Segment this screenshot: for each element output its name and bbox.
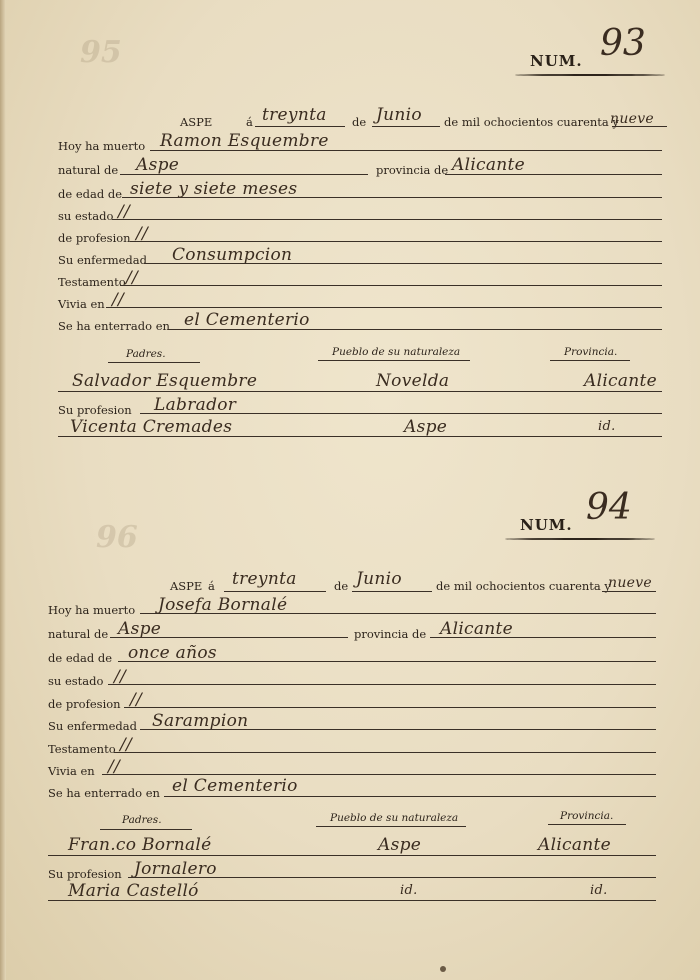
rule bbox=[602, 591, 656, 592]
vivia-value: // bbox=[108, 757, 121, 777]
rule bbox=[130, 241, 662, 242]
padre-provincia-value: Alicante bbox=[584, 371, 658, 391]
year-phrase: de mil ochocientos cuarenta y bbox=[436, 579, 611, 593]
town-label: ASPE bbox=[170, 579, 203, 593]
profesion-label: de profesion bbox=[48, 697, 121, 711]
year-end-value: nueve bbox=[610, 111, 655, 127]
bleed-through-mark: 96 bbox=[96, 520, 138, 555]
rule bbox=[140, 729, 656, 730]
su-profesion-label: Su profesion bbox=[48, 867, 122, 881]
estado-value: // bbox=[114, 667, 127, 687]
rule bbox=[112, 219, 662, 220]
su-profesion-label: Su profesion bbox=[58, 403, 132, 417]
bleed-through-mark: 95 bbox=[80, 35, 122, 70]
pueblo-header: Pueblo de su naturaleza bbox=[330, 812, 459, 824]
enterrado-label: Se ha enterrado en bbox=[48, 786, 160, 800]
rule bbox=[316, 826, 466, 827]
rule bbox=[140, 413, 662, 414]
day-value: treynta bbox=[232, 569, 297, 589]
rule bbox=[58, 436, 662, 437]
madre-value: Maria Castelló bbox=[68, 881, 199, 901]
natural-value: Aspe bbox=[136, 155, 180, 175]
madre-pueblo-value: Aspe bbox=[404, 417, 448, 437]
rule bbox=[48, 855, 656, 856]
rule bbox=[164, 796, 656, 797]
padre-value: Salvador Esquembre bbox=[72, 371, 258, 391]
muerto-value: Josefa Bornalé bbox=[158, 595, 288, 615]
provincia-value: Alicante bbox=[440, 619, 514, 639]
testamento-label: Testamento bbox=[48, 742, 116, 756]
profesion-value: // bbox=[136, 224, 149, 244]
enterrado-value: el Cementerio bbox=[172, 776, 298, 796]
rule bbox=[110, 637, 348, 638]
rule bbox=[118, 661, 656, 662]
rule bbox=[100, 829, 192, 830]
rule bbox=[548, 824, 626, 825]
rule bbox=[108, 362, 200, 363]
testamento-label: Testamento bbox=[58, 275, 126, 289]
a-label: á bbox=[208, 579, 215, 593]
profesion-value: // bbox=[130, 690, 143, 710]
rule bbox=[122, 197, 662, 198]
vivia-label: Vivia en bbox=[48, 764, 95, 778]
rule bbox=[102, 774, 656, 775]
rule bbox=[255, 126, 345, 127]
madre-provincia-value: id. bbox=[598, 419, 616, 434]
enterrado-value: el Cementerio bbox=[184, 310, 310, 330]
provincia-label: provincia de bbox=[376, 163, 449, 177]
rule bbox=[550, 360, 630, 361]
rule bbox=[124, 707, 656, 708]
su-profesion-value: Labrador bbox=[154, 395, 237, 415]
rule bbox=[120, 174, 368, 175]
natural-value: Aspe bbox=[118, 619, 162, 639]
madre-provincia-value: id. bbox=[590, 883, 608, 898]
number-underline bbox=[505, 538, 655, 540]
town-label: ASPE bbox=[180, 115, 213, 129]
padre-pueblo-value: Novelda bbox=[376, 371, 450, 391]
entry-number-value: 93 bbox=[600, 23, 646, 64]
rule bbox=[106, 307, 662, 308]
edad-value: siete y siete meses bbox=[130, 179, 298, 199]
estado-value: // bbox=[118, 202, 131, 222]
rule bbox=[352, 591, 432, 592]
estado-label: su estado bbox=[48, 674, 104, 688]
year-phrase: de mil ochocientos cuarenta y bbox=[444, 115, 619, 129]
rule bbox=[140, 613, 656, 614]
pueblo-header: Pueblo de su naturaleza bbox=[332, 346, 461, 358]
binding-edge bbox=[0, 0, 6, 980]
entry-number-label: NUM. bbox=[530, 52, 583, 70]
madre-pueblo-value: id. bbox=[400, 883, 418, 898]
profesion-label: de profesion bbox=[58, 231, 131, 245]
muerto-label: Hoy ha muerto bbox=[48, 603, 136, 617]
provincia-header: Provincia. bbox=[564, 346, 618, 358]
testamento-value: // bbox=[126, 268, 139, 288]
rule bbox=[372, 126, 440, 127]
rule bbox=[58, 391, 662, 392]
vivia-label: Vivia en bbox=[58, 297, 105, 311]
padres-header: Padres. bbox=[126, 348, 166, 360]
rule bbox=[144, 263, 662, 264]
natural-label: natural de bbox=[48, 627, 109, 641]
month-value: Junio bbox=[376, 105, 422, 125]
enfermedad-value: Sarampion bbox=[152, 711, 249, 731]
provincia-header: Provincia. bbox=[560, 810, 614, 822]
rule bbox=[168, 329, 662, 330]
edad-label: de edad de bbox=[48, 651, 113, 665]
rule bbox=[224, 591, 326, 592]
vivia-value: // bbox=[112, 290, 125, 310]
testamento-value: // bbox=[120, 735, 133, 755]
su-profesion-value: Jornalero bbox=[134, 859, 217, 879]
provincia-label: provincia de bbox=[354, 627, 427, 641]
number-underline bbox=[515, 74, 665, 76]
rule bbox=[150, 150, 662, 151]
muerto-value: Ramon Esquembre bbox=[160, 131, 329, 151]
month-value: Junio bbox=[356, 569, 402, 589]
edad-value: once años bbox=[128, 643, 217, 663]
natural-label: natural de bbox=[58, 163, 119, 177]
padres-header: Padres. bbox=[122, 814, 162, 826]
rule bbox=[612, 126, 667, 127]
day-value: treynta bbox=[262, 105, 327, 125]
rule bbox=[445, 174, 662, 175]
enfermedad-value: Consumpcion bbox=[172, 245, 293, 265]
rule bbox=[128, 877, 656, 878]
a-label: á bbox=[246, 115, 253, 129]
enfermedad-label: Su enfermedad bbox=[48, 719, 138, 733]
rule bbox=[318, 360, 470, 361]
entry-number-label: NUM. bbox=[520, 516, 573, 534]
rule bbox=[48, 900, 656, 901]
estado-label: su estado bbox=[58, 209, 114, 223]
entry-number-value: 94 bbox=[586, 487, 632, 528]
provincia-value: Alicante bbox=[452, 155, 526, 175]
muerto-label: Hoy ha muerto bbox=[58, 139, 146, 153]
padre-provincia-value: Alicante bbox=[538, 835, 612, 855]
rule bbox=[108, 684, 656, 685]
de-label: de bbox=[334, 579, 349, 593]
padre-value: Fran.co Bornalé bbox=[68, 835, 212, 855]
binding-hole bbox=[440, 966, 446, 972]
rule bbox=[430, 637, 656, 638]
rule bbox=[120, 285, 662, 286]
rule bbox=[114, 752, 656, 753]
de-label: de bbox=[352, 115, 367, 129]
enterrado-label: Se ha enterrado en bbox=[58, 319, 170, 333]
edad-label: de edad de bbox=[58, 187, 123, 201]
year-end-value: nueve bbox=[608, 575, 653, 591]
enfermedad-label: Su enfermedad bbox=[58, 253, 148, 267]
madre-value: Vicenta Cremades bbox=[70, 417, 233, 437]
padre-pueblo-value: Aspe bbox=[378, 835, 422, 855]
